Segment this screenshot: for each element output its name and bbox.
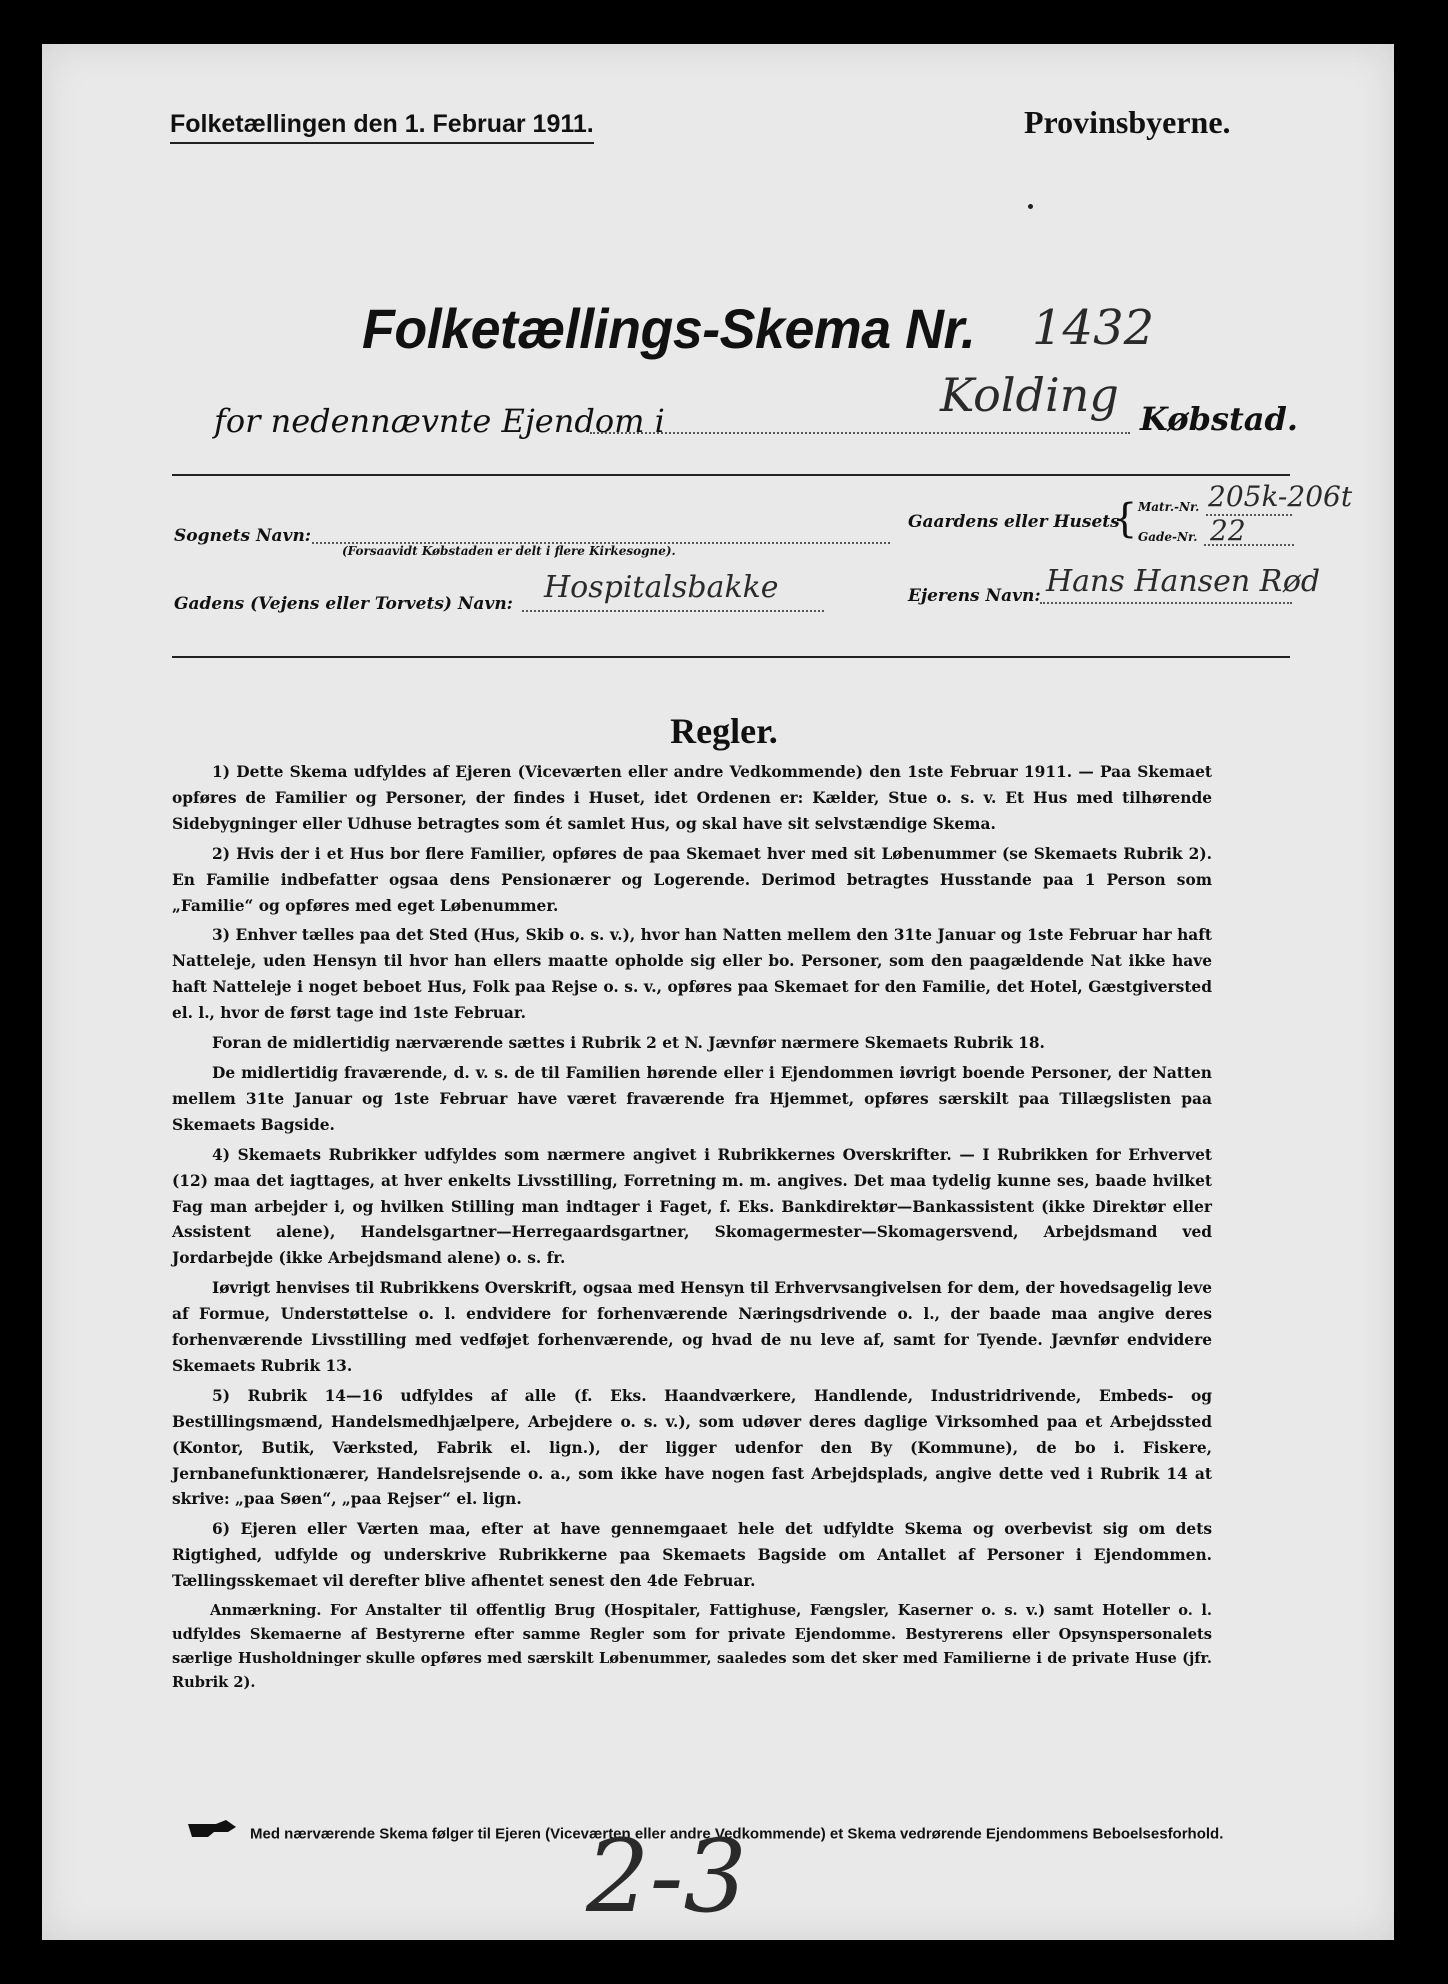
property-line-dots [590, 432, 1130, 434]
street-label: Gadens (Vejens eller Torvets) Navn: [174, 594, 513, 614]
owner-handwritten: Hans Hansen Rød [1046, 564, 1321, 599]
remark: Anmærkning. For Anstalter til offentlig Brug (Hospitaler, Fattighuse, Fængsler, Kaserner o. s. v.) samt Hoteller o. l. udfyldes Skemaerne af Bestyrerne efter samme Regler som for private Ejendomme. Bestyrerens eller Opsynspersonalets særlige Husholdninger skulle opføres med særskilt Løbenummer, saaledes som det sker med Familierne i de private Huse (jfr. Rubrik 2). [172, 1602, 1212, 1692]
header-census-date: Folketællingen den 1. Februar 1911. [170, 110, 594, 144]
form-number-handwritten: 1432 [1032, 300, 1155, 356]
matr-label: Matr.-Nr. [1138, 500, 1200, 514]
divider-bottom [172, 656, 1290, 658]
rules-heading: Regler. [670, 711, 778, 751]
brace: { [1112, 496, 1138, 542]
rule-1: 1) Dette Skema udfyldes af Ejeren (Viceværten eller andre Vedkommende) den 1ste Februar 1911. — Paa Skemaet opføres de Familier og Personer, der findes i Huset, idet Ordenen er: Kælder, Stue o. s. v. Et Hus med tilhørende Sidebygninger eller Udhuse betragtes som ét samlet Hus, og skal have sit selvstændige Skema. [172, 763, 1212, 833]
street-handwritten: Hospitalsbakke [544, 570, 779, 605]
divider-top [172, 474, 1290, 476]
parish-label: Sognets Navn: [174, 526, 312, 546]
form-title: Folketællings-Skema Nr. [362, 297, 976, 360]
matr-handwritten: 205k-206t [1208, 480, 1353, 513]
bottom-handwritten-number: 2-3 [586, 1818, 748, 1935]
header-provinces: Provinsbyerne. [1024, 104, 1231, 140]
rule-5: 5) Rubrik 14—16 udfyldes af alle (f. Eks. Haandværkere, Handlende, Industridrivende, Embeds- og Bestillingsmænd, Handelsmedhjælpere, Arbejdere o. s. v.), som udøver deres daglige Virksomhed paa et Arbejdssted (Kontor, Butik, Værksted, Fabrik el. lign.), der ligger udenfor den By (Kommune), de bo i. Fiskere, Jernbanefunktionærer, Handelsrejsende o. a., som ikke have nogen fast Arbejdsplads, angive dette ved i Rubrik 14 at skrive: „paa Søen“, „paa Rejser“ el. lign. [172, 1386, 1212, 1509]
town-handwritten: Kolding [940, 368, 1119, 422]
rule-3-present: Foran de midlertidig nærværende sættes i Rubrik 2 et N. Jævnfør nærmere Skemaets Rubrik 18. [212, 1034, 1045, 1053]
ink-dot [1028, 204, 1033, 209]
rule-3-absent: De midlertidig fraværende, d. v. s. de til Familien hørende eller i Ejendommen iøvrigt boende Personer, der Natten mellem 31te Januar og 1ste Februar have været fraværende fra Hjemmet, opføres særskilt paa Tillægslisten paa Skemaets Bagside. [172, 1063, 1212, 1134]
rules-body [172, 760, 1212, 1699]
pointing-hand-icon [186, 1818, 238, 1851]
rule-3: 3) Enhver tælles paa det Sted (Hus, Skib o. s. v.), hvor han Natten mellem den 31te Januar og 1ste Februar har haft Natteleje, uden Hensyn til hvor han ellers maatte opholde sig eller bo. Personer, som den paagældende Nat ikke have haft Natteleje i noget beboet Hus, Folk paa Rejse o. s. v., opføres paa Skemaet for den Familie, det Hotel, Gæstgiversted el. l., hvor de først tage ind 1ste Februar. [172, 926, 1212, 1023]
rule-4-continued: Iøvrigt henvises til Rubrikkens Overskrift, ogsaa med Hensyn til Erhvervsangivelsen for dem, der hovedsagelig leve af Formue, Understøttelse o. l. endvidere for forhenværende Næringsdrivende o. l., der baade maa angive deres forhenværende Livsstilling med vedføjet forhenværende, og hvad de nu leve af, samt for Tyende. Jævnfør endvidere Skemaets Rubrik 13. [172, 1279, 1212, 1375]
house-label: Gaardens eller Husets [908, 512, 1120, 532]
parish-note: (Forsaavidt Købstaden er delt i flere Kirkesogne). [342, 544, 676, 558]
street-dots [522, 610, 824, 612]
town-suffix: Købstad. [1140, 400, 1299, 438]
rule-4: 4) Skemaets Rubrikker udfyldes som nærmere angivet i Rubrikkernes Overskrifter. — I Rubrikken for Erhvervet (12) maa det iagttages, at hver enkelts Livsstilling, Forretning m. m. angives. Det maa tydelig kunne ses, baade hvilket Fag man arbejder i, og hvilken Stilling man indtager i Faget, f. Eks. Bankdirektør—Bankassistent (ikke Direktør eller Assistent alene), Handelsgartner—Herregaardsgartner, Skomagermester—Skomagersvend, Arbejdsmand ved Jordarbejde (ikke Arbejdsmand alene) o. s. fr. [172, 1145, 1212, 1268]
owner-dots [1040, 602, 1292, 604]
rule-2: 2) Hvis der i et Hus bor flere Familier, opføres de paa Skemaet hver med sit Løbenummer (se Skemaets Rubrik 2). En Familie indbefatter ogsaa dens Pensionærer og Logerende. Derimod betragtes Husstande paa 1 Person som „Familie“ og opføres med eget Løbenummer. [172, 844, 1212, 915]
street-number-handwritten: 22 [1210, 514, 1246, 547]
property-line-label: for nedennævnte Ejendom i [214, 402, 665, 440]
footer-note-text: Med nærværende Skema følger til Ejeren (Viceværten eller andre Vedkommende) et Skema vedrørende Ejendommens Beboelsesforhold. [250, 1825, 1224, 1843]
rule-6: 6) Ejeren eller Værten maa, efter at have gennemgaaet hele det udfyldte Skema og overbevist sig om dets Rigtighed, udfylde og underskrive Rubrikkerne paa Skemaets Bagside om Antallet af Personer i Ejendommen. Tællingsskemaet vil derefter blive afhentet senest den 4de Februar. [172, 1520, 1212, 1591]
street-number-label: Gade-Nr. [1138, 530, 1198, 544]
owner-label: Ejerens Navn: [908, 586, 1041, 606]
